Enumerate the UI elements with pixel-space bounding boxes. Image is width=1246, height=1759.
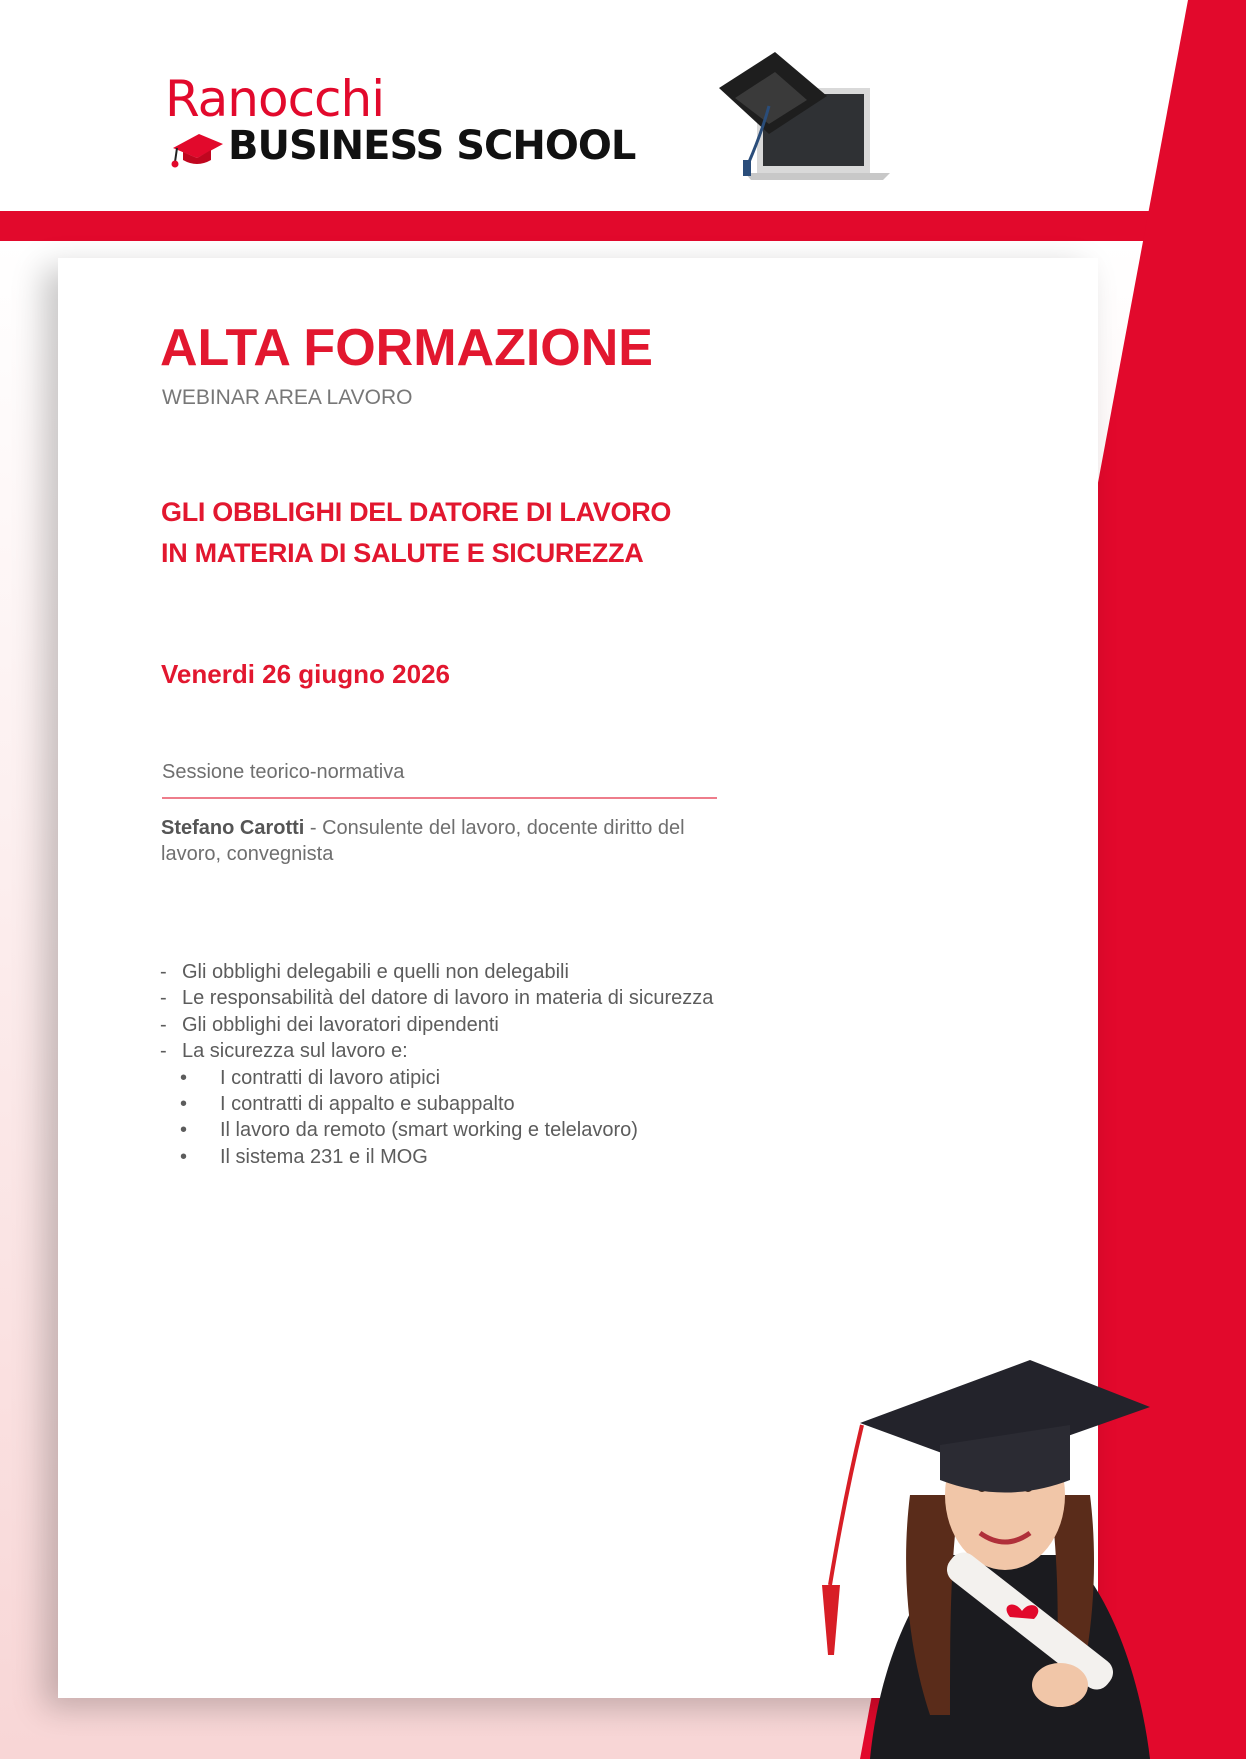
speaker-info [161,815,721,867]
speaker-role: - Consulente del lavoro, docente diritto del lavoro, convegnista [161,817,685,865]
topic-text: Gli obblighi dei lavoratori dipendenti [182,1013,499,1036]
bullet-marker: • [180,1093,188,1116]
sublist-item [160,1117,713,1143]
subtopic-text: Il lavoro da remoto (smart working e telelavoro) [220,1119,638,1142]
subtopic-text: I contratti di appalto e subappalto [220,1093,515,1116]
bullet-marker: • [180,1066,188,1089]
sublist-item [160,1091,713,1117]
list-item [160,1012,713,1038]
course-title-line-1: GLI OBBLIGHI DEL DATORE DI LAVORO [161,497,672,527]
topic-list [160,959,713,1170]
session-label: Sessione teorico-normativa [162,761,405,783]
graduation-cap-icon [169,128,225,172]
sublist-item [160,1144,713,1170]
dash-marker: - [160,1040,167,1063]
laptop-graduation-cap-image [715,48,890,180]
course-title-line-2: IN MATERIA DI SALUTE E SICUREZZA [161,538,644,568]
list-item [160,985,713,1011]
topic-text: Le responsabilità del datore di lavoro in materia di sicurezza [182,987,714,1010]
subtopic-text: Il sistema 231 e il MOG [220,1145,428,1168]
subtopic-text: I contratti di lavoro atipici [220,1066,441,1089]
bullet-marker: • [180,1145,188,1168]
logo-business-school-text: BUSINESS SCHOOL [228,123,636,169]
speaker-name: Stefano Carotti [161,817,305,839]
logo-ranocchi-text: Ranocchi [165,70,385,128]
dash-marker: - [160,961,167,983]
sublist-item [160,1065,713,1091]
page-title: ALTA FORMAZIONE [160,319,653,377]
list-item [160,959,713,985]
dash-marker: - [160,987,167,1010]
graduate-student-image [800,1355,1200,1759]
course-title [161,492,671,574]
topic-text: Gli obblighi delegabili e quelli non delegabili [182,961,569,983]
section-divider [162,797,717,799]
page-subtitle: WEBINAR AREA LAVORO [162,386,413,409]
bullet-marker: • [180,1119,188,1142]
dash-marker: - [160,1013,167,1036]
topic-text: La sicurezza sul lavoro e: [182,1040,408,1063]
event-date: Venerdi 26 giugno 2026 [161,659,450,689]
list-item [160,1038,713,1064]
